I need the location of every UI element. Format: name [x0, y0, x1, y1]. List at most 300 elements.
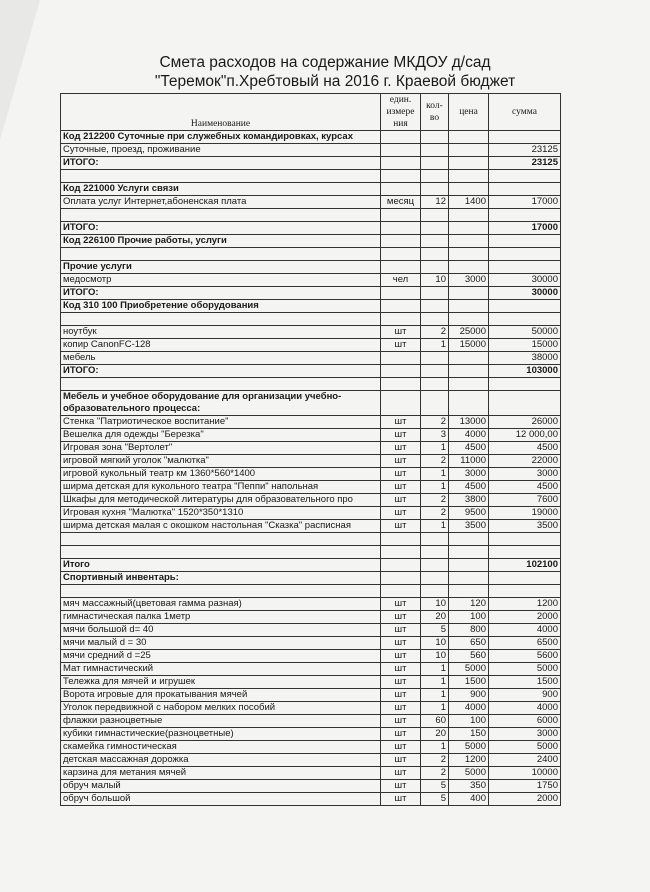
cell-unit	[381, 585, 421, 598]
cell-price	[449, 222, 489, 235]
cell-qty: 60	[421, 715, 449, 728]
cell-unit	[381, 378, 421, 391]
cell-price	[449, 144, 489, 157]
cell-qty: 2	[421, 416, 449, 429]
cell-sum	[489, 546, 561, 559]
total-row	[61, 287, 561, 300]
table-row	[61, 598, 561, 611]
cell-price	[449, 170, 489, 183]
section-header-row	[61, 183, 561, 196]
cell-sum: 7600	[489, 494, 561, 507]
cell-price: 3000	[449, 468, 489, 481]
document-title-line-1: Смета расходов на содержание МКДОУ д/сад	[159, 54, 491, 71]
cell-price: 5000	[449, 767, 489, 780]
cell-sum: 15000	[489, 339, 561, 352]
cell-qty	[421, 365, 449, 378]
cell-qty: 10	[421, 637, 449, 650]
cell-sum: 4500	[489, 442, 561, 455]
table-row	[61, 481, 561, 494]
cell-price	[449, 209, 489, 222]
table-row	[61, 468, 561, 481]
cell-name	[61, 209, 381, 222]
cell-name: игровой кукольный театр км 1360*560*1400	[61, 468, 381, 481]
total-row	[61, 559, 561, 572]
cell-qty: 20	[421, 611, 449, 624]
cell-name: ИТОГО:	[61, 157, 381, 170]
cell-sum	[489, 209, 561, 222]
cell-price	[449, 546, 489, 559]
cell-qty	[421, 261, 449, 274]
cell-name: обруч малый	[61, 780, 381, 793]
cell-name: ширма детская малая с окошком настольная "Сказка" расписная	[61, 520, 381, 533]
cell-name: Суточные, проезд, проживание	[61, 144, 381, 157]
cell-sum: 50000	[489, 326, 561, 339]
cell-unit: чел	[381, 274, 421, 287]
table-row	[61, 611, 561, 624]
cell-name: игровой мягкий уголок "малютка"	[61, 455, 381, 468]
section-header-row	[61, 261, 561, 274]
cell-sum: 4000	[489, 624, 561, 637]
cell-qty	[421, 391, 449, 416]
cell-price	[449, 248, 489, 261]
cell-name: медосмотр	[61, 274, 381, 287]
cell-qty: 5	[421, 624, 449, 637]
cell-price: 4000	[449, 702, 489, 715]
cell-price	[449, 300, 489, 313]
blank-row	[61, 533, 561, 546]
cell-unit: шт	[381, 663, 421, 676]
cell-qty: 2	[421, 455, 449, 468]
cell-price: 900	[449, 689, 489, 702]
cell-sum	[489, 585, 561, 598]
cell-unit: шт	[381, 780, 421, 793]
cell-unit: шт	[381, 520, 421, 533]
cell-qty: 1	[421, 676, 449, 689]
cell-unit: шт	[381, 767, 421, 780]
cell-unit: шт	[381, 339, 421, 352]
cell-name: ИТОГО:	[61, 365, 381, 378]
cell-name: карзина для метания мячей	[61, 767, 381, 780]
cell-name: детская массажная дорожка	[61, 754, 381, 767]
table-row	[61, 352, 561, 365]
cell-price: 3500	[449, 520, 489, 533]
cell-qty	[421, 183, 449, 196]
column-header-price: цена	[449, 94, 489, 131]
cell-unit: месяц	[381, 196, 421, 209]
cell-qty	[421, 235, 449, 248]
cell-qty: 10	[421, 274, 449, 287]
cell-sum: 1500	[489, 676, 561, 689]
cell-price	[449, 183, 489, 196]
cell-unit	[381, 131, 421, 144]
cell-price	[449, 352, 489, 365]
total-row	[61, 222, 561, 235]
cell-unit: шт	[381, 455, 421, 468]
cell-unit	[381, 533, 421, 546]
document-title-line-2: "Теремок"п.Хребтовый на 2016 г. Краевой бюджет	[154, 73, 516, 90]
cell-unit: шт	[381, 326, 421, 339]
cell-qty: 3	[421, 429, 449, 442]
cell-price	[449, 313, 489, 326]
cell-unit	[381, 235, 421, 248]
cell-price: 1200	[449, 754, 489, 767]
cell-name: Мебель и учебное оборудование для организации учебно-образовательного процесса:	[61, 391, 381, 416]
cell-qty	[421, 144, 449, 157]
cell-qty: 1	[421, 663, 449, 676]
column-header-qty: кол-во	[421, 94, 449, 131]
cell-sum: 23125	[489, 144, 561, 157]
total-row	[61, 157, 561, 170]
cell-price: 560	[449, 650, 489, 663]
estimate-table	[60, 93, 561, 806]
cell-unit: шт	[381, 624, 421, 637]
cell-sum: 22000	[489, 455, 561, 468]
cell-unit	[381, 546, 421, 559]
blank-row	[61, 585, 561, 598]
cell-name: ИТОГО:	[61, 287, 381, 300]
cell-price: 1400	[449, 196, 489, 209]
cell-price: 100	[449, 715, 489, 728]
table-row	[61, 754, 561, 767]
cell-name: Стенка "Патриотическое воспитание"	[61, 416, 381, 429]
cell-qty	[421, 131, 449, 144]
cell-unit	[381, 261, 421, 274]
cell-price: 4500	[449, 481, 489, 494]
cell-qty	[421, 546, 449, 559]
cell-qty: 2	[421, 754, 449, 767]
cell-name: копир CanonFC-128	[61, 339, 381, 352]
cell-qty: 1	[421, 442, 449, 455]
cell-unit: шт	[381, 442, 421, 455]
cell-unit	[381, 300, 421, 313]
cell-sum	[489, 170, 561, 183]
cell-name: мебель	[61, 352, 381, 365]
cell-price: 400	[449, 793, 489, 806]
cell-name: мячи средний d =25	[61, 650, 381, 663]
table-row	[61, 728, 561, 741]
cell-name	[61, 585, 381, 598]
cell-sum: 4500	[489, 481, 561, 494]
cell-sum: 102100	[489, 559, 561, 572]
cell-sum: 1200	[489, 598, 561, 611]
cell-price: 100	[449, 611, 489, 624]
cell-qty: 1	[421, 339, 449, 352]
cell-unit	[381, 391, 421, 416]
cell-price: 15000	[449, 339, 489, 352]
table-row	[61, 676, 561, 689]
cell-sum: 23125	[489, 157, 561, 170]
table-row	[61, 520, 561, 533]
cell-sum: 19000	[489, 507, 561, 520]
cell-price: 11000	[449, 455, 489, 468]
table-row	[61, 339, 561, 352]
cell-name: обруч большой	[61, 793, 381, 806]
cell-unit: шт	[381, 481, 421, 494]
cell-unit	[381, 209, 421, 222]
cell-unit	[381, 248, 421, 261]
cell-unit	[381, 157, 421, 170]
cell-unit: шт	[381, 416, 421, 429]
cell-sum: 6000	[489, 715, 561, 728]
cell-price	[449, 585, 489, 598]
blank-row	[61, 546, 561, 559]
column-header-sum: сумма	[489, 94, 561, 131]
cell-name	[61, 313, 381, 326]
cell-price: 1500	[449, 676, 489, 689]
cell-qty: 1	[421, 481, 449, 494]
blank-row	[61, 209, 561, 222]
cell-qty	[421, 559, 449, 572]
cell-sum: 5600	[489, 650, 561, 663]
section-header-row	[61, 391, 561, 416]
table-row	[61, 715, 561, 728]
cell-price: 150	[449, 728, 489, 741]
cell-name: Прочие услуги	[61, 261, 381, 274]
cell-name: Мат гимнастический	[61, 663, 381, 676]
cell-price: 800	[449, 624, 489, 637]
cell-unit: шт	[381, 650, 421, 663]
cell-price: 25000	[449, 326, 489, 339]
cell-sum: 2000	[489, 611, 561, 624]
cell-qty	[421, 572, 449, 585]
section-header-row	[61, 235, 561, 248]
cell-name: Вешелка для одежды "Березка"	[61, 429, 381, 442]
table-row	[61, 702, 561, 715]
cell-sum: 4000	[489, 702, 561, 715]
table-row	[61, 144, 561, 157]
table-row	[61, 793, 561, 806]
cell-sum: 3000	[489, 728, 561, 741]
cell-name: Код 310 100 Приобретение оборудования	[61, 300, 381, 313]
cell-price: 4500	[449, 442, 489, 455]
cell-qty	[421, 157, 449, 170]
cell-name	[61, 248, 381, 261]
blank-row	[61, 313, 561, 326]
cell-name: Шкафы для методической литературы для образовательного про	[61, 494, 381, 507]
cell-qty	[421, 533, 449, 546]
cell-unit: шт	[381, 507, 421, 520]
cell-unit: шт	[381, 702, 421, 715]
cell-price	[449, 261, 489, 274]
cell-name: мячи малый d = 30	[61, 637, 381, 650]
cell-unit: шт	[381, 689, 421, 702]
cell-name	[61, 378, 381, 391]
cell-qty	[421, 313, 449, 326]
cell-price: 13000	[449, 416, 489, 429]
cell-qty	[421, 170, 449, 183]
cell-price	[449, 365, 489, 378]
cell-sum: 30000	[489, 287, 561, 300]
cell-name: кубики гимнастические(разноцветные)	[61, 728, 381, 741]
cell-price	[449, 131, 489, 144]
table-row	[61, 689, 561, 702]
cell-sum	[489, 572, 561, 585]
cell-sum: 2000	[489, 793, 561, 806]
cell-price	[449, 533, 489, 546]
cell-sum: 6500	[489, 637, 561, 650]
cell-qty	[421, 209, 449, 222]
cell-name: гимнастическая палка 1метр	[61, 611, 381, 624]
cell-unit	[381, 287, 421, 300]
cell-price	[449, 391, 489, 416]
table-header-row	[61, 94, 561, 131]
cell-name: Спортивный инвентарь:	[61, 572, 381, 585]
cell-unit	[381, 572, 421, 585]
cell-sum: 103000	[489, 365, 561, 378]
cell-qty: 1	[421, 702, 449, 715]
cell-name: флажки разноцветные	[61, 715, 381, 728]
cell-price: 350	[449, 780, 489, 793]
cell-sum	[489, 378, 561, 391]
cell-sum	[489, 391, 561, 416]
table-row	[61, 416, 561, 429]
cell-name: Игровая зона "Вертолет"	[61, 442, 381, 455]
cell-unit: шт	[381, 715, 421, 728]
cell-sum: 2400	[489, 754, 561, 767]
cell-qty	[421, 287, 449, 300]
table-row	[61, 196, 561, 209]
cell-name: Тележка для мячей и игрушек	[61, 676, 381, 689]
cell-qty: 2	[421, 326, 449, 339]
cell-sum: 26000	[489, 416, 561, 429]
table-row	[61, 507, 561, 520]
cell-qty: 2	[421, 494, 449, 507]
cell-name: ширма детская для кукольного театра "Пеппи" напольная	[61, 481, 381, 494]
cell-name: Оплата услуг Интернет,абоненская плата	[61, 196, 381, 209]
cell-unit	[381, 559, 421, 572]
cell-qty: 10	[421, 598, 449, 611]
cell-sum: 30000	[489, 274, 561, 287]
cell-unit: шт	[381, 429, 421, 442]
cell-unit: шт	[381, 494, 421, 507]
cell-name: Ворота игровые для прокатывания мячей	[61, 689, 381, 702]
cell-qty: 2	[421, 507, 449, 520]
cell-unit	[381, 170, 421, 183]
cell-qty	[421, 378, 449, 391]
cell-price: 650	[449, 637, 489, 650]
cell-unit: шт	[381, 728, 421, 741]
cell-price: 4000	[449, 429, 489, 442]
cell-qty	[421, 248, 449, 261]
cell-price	[449, 378, 489, 391]
table-row	[61, 494, 561, 507]
blank-row	[61, 170, 561, 183]
section-header-row	[61, 572, 561, 585]
cell-name	[61, 170, 381, 183]
cell-unit	[381, 222, 421, 235]
cell-price: 3800	[449, 494, 489, 507]
cell-price: 5000	[449, 663, 489, 676]
table-row	[61, 780, 561, 793]
cell-qty: 10	[421, 650, 449, 663]
cell-price	[449, 287, 489, 300]
table-row	[61, 741, 561, 754]
cell-sum: 12 000,00	[489, 429, 561, 442]
cell-qty	[421, 585, 449, 598]
cell-price	[449, 157, 489, 170]
table-row	[61, 663, 561, 676]
cell-price: 120	[449, 598, 489, 611]
cell-unit: шт	[381, 611, 421, 624]
cell-sum	[489, 533, 561, 546]
cell-sum	[489, 261, 561, 274]
cell-unit: шт	[381, 754, 421, 767]
cell-name	[61, 546, 381, 559]
cell-unit: шт	[381, 598, 421, 611]
cell-price	[449, 572, 489, 585]
cell-qty: 20	[421, 728, 449, 741]
cell-unit	[381, 183, 421, 196]
total-row	[61, 365, 561, 378]
cell-sum: 5000	[489, 741, 561, 754]
table-row	[61, 624, 561, 637]
table-row	[61, 274, 561, 287]
cell-qty: 1	[421, 741, 449, 754]
cell-price: 3000	[449, 274, 489, 287]
cell-qty: 1	[421, 689, 449, 702]
cell-sum: 10000	[489, 767, 561, 780]
table-row	[61, 455, 561, 468]
cell-name: скамейка гимностическая	[61, 741, 381, 754]
page-fold-shadow	[0, 0, 40, 140]
cell-unit: шт	[381, 741, 421, 754]
cell-sum: 17000	[489, 222, 561, 235]
cell-unit: шт	[381, 793, 421, 806]
cell-name: ИТОГО:	[61, 222, 381, 235]
cell-sum	[489, 313, 561, 326]
cell-unit	[381, 352, 421, 365]
cell-sum	[489, 235, 561, 248]
cell-name: Код 212200 Суточные при служебных командировках, курсах	[61, 131, 381, 144]
cell-sum: 5000	[489, 663, 561, 676]
table-row	[61, 650, 561, 663]
table-row	[61, 442, 561, 455]
cell-sum: 3500	[489, 520, 561, 533]
cell-unit	[381, 313, 421, 326]
section-header-row	[61, 131, 561, 144]
cell-name: Итого	[61, 559, 381, 572]
cell-unit	[381, 144, 421, 157]
cell-sum	[489, 248, 561, 261]
column-header-name: Наименование	[61, 94, 381, 131]
cell-unit: шт	[381, 468, 421, 481]
cell-name: Уголок передвижной с набором мелких пособий	[61, 702, 381, 715]
cell-qty	[421, 222, 449, 235]
cell-name: Игровая кухня "Малютка" 1520*350*1310	[61, 507, 381, 520]
cell-name: мячи большой d= 40	[61, 624, 381, 637]
cell-name: мяч массажный(цветовая гамма разная)	[61, 598, 381, 611]
cell-sum: 900	[489, 689, 561, 702]
table-row	[61, 429, 561, 442]
cell-sum: 3000	[489, 468, 561, 481]
cell-sum	[489, 131, 561, 144]
cell-name	[61, 533, 381, 546]
cell-unit	[381, 365, 421, 378]
cell-qty: 2	[421, 767, 449, 780]
cell-name: ноутбук	[61, 326, 381, 339]
cell-name: Код 226100 Прочие работы, услуги	[61, 235, 381, 248]
cell-sum	[489, 300, 561, 313]
cell-qty	[421, 300, 449, 313]
blank-row	[61, 248, 561, 261]
cell-unit: шт	[381, 637, 421, 650]
column-header-unit: един. измере ния	[381, 94, 421, 131]
cell-sum	[489, 183, 561, 196]
cell-price: 5000	[449, 741, 489, 754]
cell-qty: 5	[421, 780, 449, 793]
cell-price	[449, 559, 489, 572]
cell-unit: шт	[381, 676, 421, 689]
